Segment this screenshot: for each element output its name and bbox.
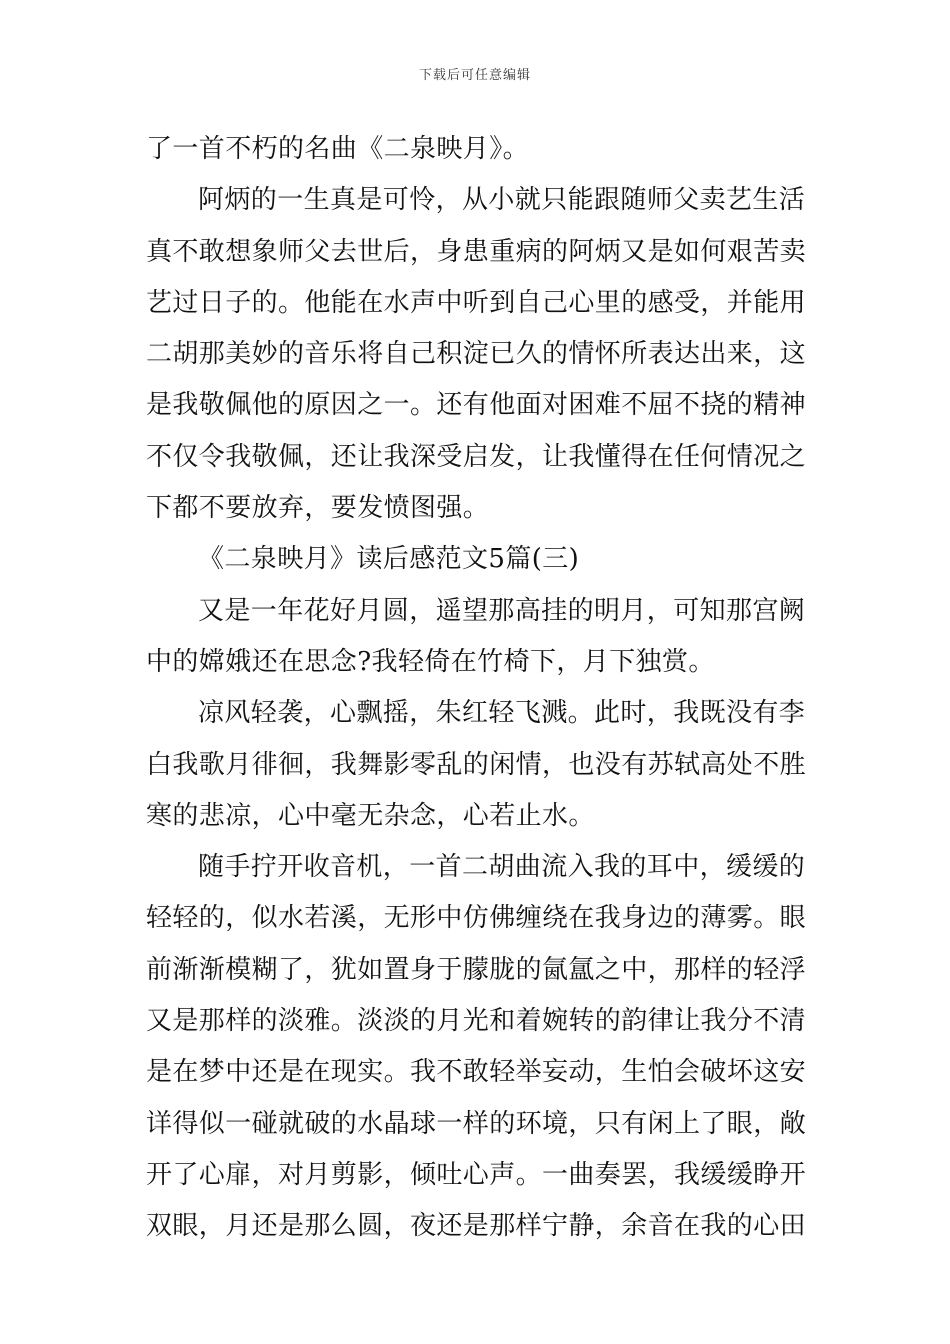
paragraph-cool-breeze <box>146 688 810 842</box>
text-line: 不仅令我敬佩，还让我深受启发，让我懂得在任何情况之 <box>146 441 807 472</box>
text-line: 白我歌月徘徊，我舞影零乱的闲情，也没有苏轼高处不胜 <box>146 749 807 780</box>
text-line: 下都不要放弃，要发愤图强。 <box>146 493 490 524</box>
paragraph-moon-night <box>146 586 810 689</box>
text-line: 凉风轻袭，心飘摇，朱红轻飞溅。此时，我既没有李 <box>198 698 806 729</box>
text-line: 又是一年花好月圆，遥望那高挂的明月，可知那宫阙 <box>198 595 806 626</box>
text-line: 轻轻的，似水若溪，无形中仿佛缠绕在我身边的薄雾。眼 <box>146 903 807 934</box>
text-line: 是在梦中还是在现实。我不敢轻举妄动，生怕会破坏这安 <box>146 1057 807 1088</box>
document-body <box>146 124 810 1253</box>
text-line: 是我敬佩他的原因之一。还有他面对困难不屈不挠的精神 <box>146 390 807 421</box>
page-header-note: 下载后可任意编辑 <box>418 68 531 83</box>
text-line: 开了心扉，对月剪影，倾吐心声。一曲奏罢，我缓缓睁开 <box>146 1159 807 1190</box>
text-line: 了一首不朽的名曲《二泉映月》。 <box>146 134 530 164</box>
section-subtitle <box>146 534 810 585</box>
subtitle-text: 《二泉映月》读后感范文5篇(三) <box>198 544 580 575</box>
text-line: 又是那样的淡雅。淡淡的月光和着婉转的韵律让我分不清 <box>146 1006 807 1037</box>
text-line: 二胡那美妙的音乐将自己积淀已久的情怀所表达出来，这 <box>146 339 807 370</box>
text-line: 寒的悲凉，心中毫无杂念，心若止水。 <box>146 800 595 831</box>
text-line: 随手拧开收音机，一首二胡曲流入我的耳中，缓缓的 <box>198 852 806 883</box>
text-line: 中的嫦娥还在思念?我轻倚在竹椅下，月下独赏。 <box>146 646 715 677</box>
paragraph-radio-erhu <box>146 842 810 1252</box>
text-line: 双眼，月还是那么圆，夜还是那样宁静，余音在我的心田 <box>146 1211 807 1242</box>
text-line: 阿炳的一生真是可怜，从小就只能跟随师父卖艺生活 <box>198 185 806 216</box>
paragraph-abing-life <box>146 175 810 534</box>
text-line: 真不敢想象师父去世后，身患重病的阿炳又是如何艰苦卖 <box>146 236 807 267</box>
text-line: 详得似一碰就破的水晶球一样的环境，只有闲上了眼，敞 <box>146 1108 807 1139</box>
paragraph-continuation <box>146 124 810 175</box>
text-line: 前渐渐模糊了，犹如置身于朦胧的氤氲之中，那样的轻浮 <box>146 954 807 985</box>
text-line: 艺过日子的。他能在水声中听到自己心里的感受，并能用 <box>146 287 807 318</box>
